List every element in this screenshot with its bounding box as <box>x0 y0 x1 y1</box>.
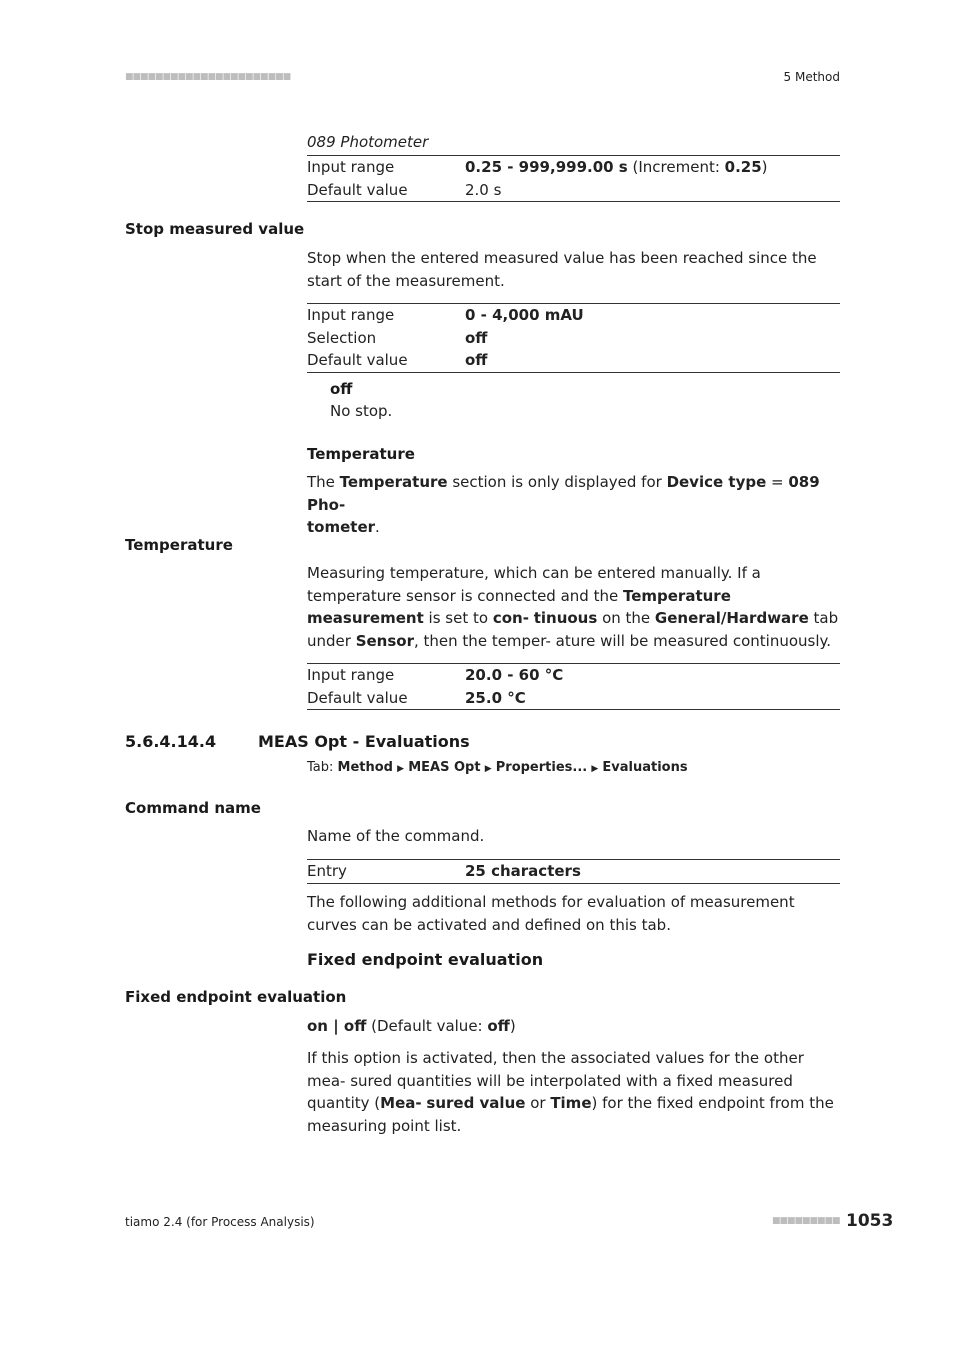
table-row <box>307 304 840 327</box>
stop-measured-value-heading: Stop measured value <box>125 220 305 238</box>
row-key: Default value <box>307 351 408 369</box>
arrow-icon: ▶ <box>591 764 599 774</box>
row-key: Selection <box>307 328 377 347</box>
command-name-heading: Command name <box>125 799 261 817</box>
fixed-endpoint-heading: Fixed endpoint evaluation <box>125 988 347 1006</box>
table-row <box>307 179 840 202</box>
photometer-caption: 089 Photometer <box>307 133 429 151</box>
photometer-table <box>307 155 840 202</box>
tab-path: Tab: Method ▶ MEAS Opt ▶ Properties... ▶ Evaluations <box>307 760 688 775</box>
arrow-icon: ▶ <box>397 764 405 774</box>
row-value: 25.0 °C <box>465 688 526 707</box>
temperature-note-heading: Temperature <box>307 445 415 463</box>
temperature-description: Measuring temperature, which can be entered manually. If a temperature sensor is connected and the Temperature measurement is set to con- tinuous on the General/Hardware tab under Sensor, then the temper- ature will be measured continuously. <box>307 564 839 650</box>
section-title: MEAS Opt - Evaluations <box>258 732 470 751</box>
row-value: 25 characters <box>465 862 581 880</box>
table-row <box>307 156 840 179</box>
command-name-after: The following additional methods for evaluation of measurement curves can be activated and defined on this tab. <box>307 893 795 934</box>
row-key: Default value <box>307 688 408 707</box>
table-row <box>307 860 840 884</box>
footer-product: tiamo 2.4 (for Process Analysis) <box>125 1215 315 1229</box>
row-key: Input range <box>307 158 395 176</box>
row-key: Input range <box>307 666 395 684</box>
fixed-endpoint-subheading: Fixed endpoint evaluation <box>307 950 544 969</box>
path-item: Evaluations <box>602 760 688 775</box>
row-key: Default value <box>307 180 408 199</box>
table-row <box>307 687 840 710</box>
path-item: Method <box>337 760 393 775</box>
option-description: No stop. <box>330 402 393 420</box>
row-value: off <box>465 328 488 347</box>
fixed-endpoint-description: If this option is activated, then the associated values for the other mea- sured quantities will be interpolated with a fixed measured quantity (Mea- sured value or Time) for the fixed endpoint from the measuring point list. <box>307 1049 834 1135</box>
temperature-heading: Temperature <box>125 536 233 554</box>
table-row <box>307 327 840 350</box>
footer-decoration: ■■■■■■■■■ <box>772 1216 840 1226</box>
table-row <box>307 664 840 687</box>
temperature-note-text: The Temperature section is only displayed for Device type = 089 Pho- tometer. <box>307 473 820 536</box>
row-value: 0.25 - 999,999.00 s (Increment: 0.25) <box>465 158 768 176</box>
stop-measured-value-description: Stop when the entered measured value has been reached since the start of the measurement. <box>307 249 817 290</box>
command-name-description: Name of the command. <box>307 827 485 845</box>
arrow-icon: ▶ <box>484 764 492 774</box>
stop-measured-value-table <box>307 303 840 373</box>
page-number: 1053 <box>846 1211 894 1231</box>
chapter-label: 5 Method <box>783 70 840 84</box>
table-row <box>307 349 840 372</box>
row-key: Entry <box>307 862 347 880</box>
row-value: 20.0 - 60 °C <box>465 666 564 684</box>
section-number: 5.6.4.14.4 <box>125 732 217 751</box>
row-key: Input range <box>307 306 395 324</box>
path-item: MEAS Opt <box>408 760 481 775</box>
temperature-table <box>307 663 840 710</box>
row-value: 0 - 4,000 mAU <box>465 306 584 324</box>
row-value: off <box>465 351 488 369</box>
fixed-endpoint-default: on | off (Default value: off) <box>307 1017 516 1035</box>
command-name-table <box>307 859 840 884</box>
path-item: Properties... <box>495 760 588 775</box>
header-decoration: ■■■■■■■■■■■■■■■■■■■■■■ <box>125 72 291 82</box>
option-name: off <box>330 380 353 398</box>
row-value: 2.0 s <box>465 180 502 199</box>
